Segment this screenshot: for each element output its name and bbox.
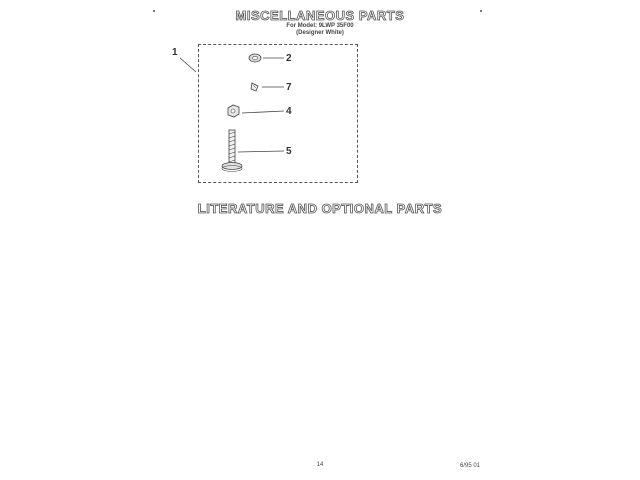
page-number: 14 bbox=[316, 462, 324, 468]
callout-kit: 1 bbox=[172, 47, 178, 58]
clip-icon bbox=[251, 83, 258, 91]
leader-line-bolt bbox=[238, 151, 284, 152]
nut-icon bbox=[228, 105, 239, 117]
callout-clip: 7 bbox=[286, 82, 292, 93]
page-title: MISCELLANEOUS PARTS bbox=[235, 8, 405, 23]
designer-line: (Designer White) bbox=[296, 30, 344, 36]
leader-line-nut bbox=[242, 111, 284, 113]
callout-nut: 4 bbox=[286, 106, 292, 117]
bolt-icon bbox=[222, 130, 242, 172]
washer-icon bbox=[249, 54, 261, 62]
callout-bolt: 5 bbox=[286, 146, 292, 157]
callout-washer: 2 bbox=[286, 53, 292, 64]
footer-code: 6/95 01 bbox=[460, 463, 481, 469]
literature-title: LITERATURE AND OPTIONAL PARTS bbox=[197, 201, 443, 216]
leader-line-kit bbox=[180, 58, 196, 72]
model-line: For Model: 9LWP 35F00 bbox=[286, 23, 354, 29]
